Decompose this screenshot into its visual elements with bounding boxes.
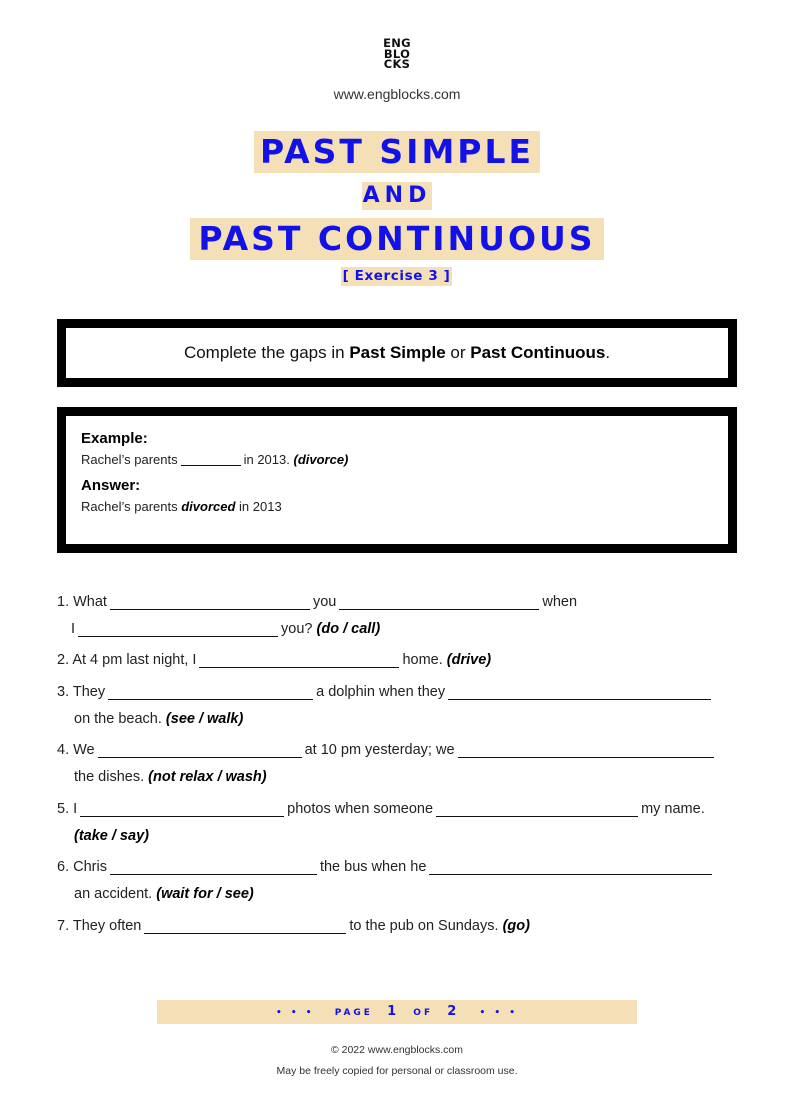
verb-hint: (go) [502,918,530,934]
page-word: PAGE [334,1008,373,1018]
verb-hint: (take / say) [74,828,149,844]
question-text: 2. At 4 pm last night, I [57,652,197,668]
question-4 [57,740,737,787]
exercise-tag: [ Exercise 3 ] [342,268,451,284]
instruction-text: . [605,343,611,362]
verb-hint: (not relax / wash) [148,769,267,785]
question-text: on the beach. [74,711,162,727]
page-number: 1 [387,1004,400,1019]
answer-gap[interactable] [448,685,711,700]
question-2 [57,650,737,670]
question-text: photos when someone [287,801,434,817]
title-line-2: AND [362,183,432,208]
example-label: Example: [81,430,148,447]
answer-sentence [81,499,728,514]
answer-gap[interactable] [80,802,284,817]
verb-hint: (see / walk) [165,711,244,727]
question-text: an accident. [74,886,153,902]
question-text: you [312,594,337,610]
question-1 [57,592,737,639]
question-text: the bus when he [319,859,427,875]
dots-left: • • • [276,1008,315,1018]
answer-gap[interactable] [144,919,346,934]
question-text: home. [402,652,443,668]
question-text: my name. [641,801,705,817]
of-word: OF [413,1008,434,1018]
answer-label: Answer: [81,477,141,494]
question-6 [57,857,737,904]
logo-line: ENG [383,36,411,50]
logo-line: BLO [383,46,411,61]
engblocks-logo [380,38,414,70]
answer-text: in 2013 [235,499,282,514]
question-text: 6. Chris [57,859,107,875]
license-note: May be freely copied for personal or classroom use. [276,1065,518,1077]
question-5 [57,799,737,846]
answer-text: Rachel’s parents [81,499,182,514]
answer-gap[interactable] [458,743,714,758]
instruction-box [57,319,737,387]
instruction-text: or [445,343,471,362]
verb-hint: (drive) [446,652,492,668]
page-indicator [157,1000,637,1024]
example-text: Rachel’s parents [81,452,178,467]
answer-gap[interactable] [429,860,712,875]
answer-gap[interactable] [78,622,278,637]
verb-hint: (do / call) [316,621,381,637]
dots-right: • • • [479,1008,518,1018]
answer-word: divorced [181,499,236,514]
answer-gap[interactable] [110,860,317,875]
instruction-text: Complete the gaps in [183,343,350,362]
question-text: a dolphin when they [316,684,446,700]
question-text: 3. They [57,684,106,700]
question-7 [57,916,737,936]
question-text: to the pub on Sundays. [349,918,499,934]
page-total: 2 [447,1004,460,1019]
answer-gap[interactable] [436,802,638,817]
question-text: at 10 pm yesterday; we [304,742,455,758]
question-text: 4. We [57,742,95,758]
instruction-term: Past Continuous [470,343,606,362]
question-text: when [542,594,578,610]
answer-gap[interactable] [199,653,399,668]
question-text: the dishes. [74,769,145,785]
example-box [57,407,737,553]
answer-gap[interactable] [108,685,313,700]
example-sentence [81,452,728,467]
question-3 [57,682,737,729]
title-line-3: PAST CONTINUOUS [190,218,604,260]
verb-hint: (wait for / see) [156,886,254,902]
example-text: in 2013. [243,452,290,467]
title-line-1: PAST SIMPLE [254,131,540,173]
answer-gap[interactable] [98,743,302,758]
question-text: I [71,621,76,637]
answer-gap[interactable] [339,595,539,610]
logo-line: CKS [383,57,411,71]
example-gap [181,465,241,466]
example-hint: (divorce) [293,452,349,467]
copyright: © 2022 www.engblocks.com [330,1044,464,1056]
answer-gap[interactable] [110,595,310,610]
instruction-term: Past Simple [349,343,446,362]
question-text: 5. I [57,801,78,817]
site-url[interactable]: www.engblocks.com [333,86,461,102]
question-text: you? [281,621,313,637]
question-text: 7. They often [57,918,142,934]
question-text: 1. What [57,594,107,610]
